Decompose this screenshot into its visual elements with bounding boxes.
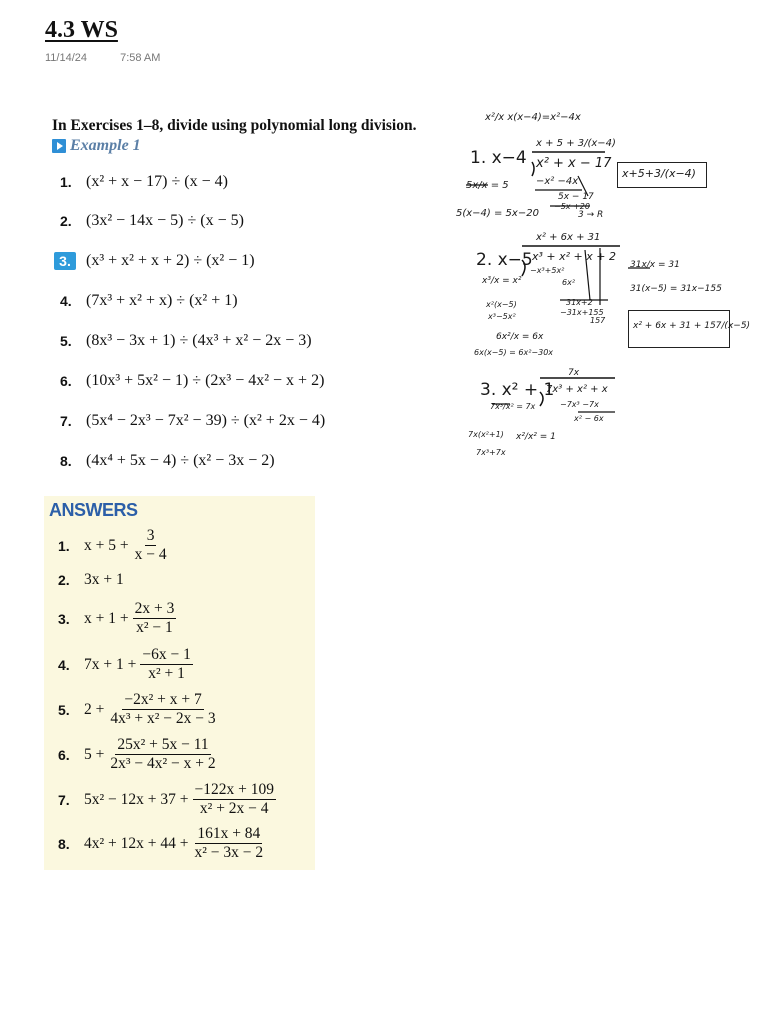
answer-number: 5. bbox=[58, 701, 70, 718]
exercise-item bbox=[60, 329, 312, 353]
note-problem-2-remainder: 157 bbox=[590, 316, 606, 325]
note-problem-1-dividend: x² + x − 17 bbox=[536, 156, 612, 171]
note-problem-2-divisor: 2. x−5 bbox=[476, 250, 533, 270]
note-problem-2-right: 31(x−5) = 31x−155 bbox=[630, 284, 722, 294]
exercise-number: 7. bbox=[60, 413, 72, 429]
note-timestamp bbox=[45, 52, 160, 64]
answer-number: 3. bbox=[58, 610, 70, 627]
note-problem-1-quotient: x + 5 + 3/(x−4) bbox=[536, 138, 616, 149]
fraction-numerator: −2x² + x + 7 bbox=[122, 692, 203, 710]
exercise-item bbox=[60, 449, 275, 473]
note-time: 7:58 AM bbox=[120, 52, 161, 64]
fraction-denominator: x² − 3x − 2 bbox=[194, 844, 264, 862]
exercise-instructions: In Exercises 1–8, divide using polynomial long division. bbox=[52, 117, 417, 134]
note-top-work: x²/x x(x−4)=x²−4x bbox=[485, 112, 581, 123]
note-problem-2-quotient: x² + 6x + 31 bbox=[536, 232, 601, 243]
note-problem-2-right: 31x/x = 31 bbox=[630, 260, 680, 270]
answer-lead: 2 + bbox=[84, 700, 105, 718]
fraction-denominator: x − 4 bbox=[134, 546, 167, 564]
answer-item bbox=[58, 528, 169, 564]
answer-lead: 3x + 1 bbox=[84, 571, 124, 588]
answer-fraction bbox=[193, 826, 266, 862]
exercise-number: 6. bbox=[60, 373, 72, 389]
exercise-number-highlighted: 3. bbox=[54, 252, 76, 270]
answer-lead: 4x² + 12x + 44 + bbox=[84, 834, 189, 852]
answers-panel bbox=[44, 496, 315, 870]
answer-number: 4. bbox=[58, 656, 70, 673]
note-problem-2-step: −31x+155 bbox=[560, 308, 604, 317]
exercise-number: 1. bbox=[60, 174, 72, 190]
note-problem-2-answer-box bbox=[628, 310, 751, 348]
note-problem-2-side: 6x(x−5) = 6x²−30x bbox=[474, 348, 554, 357]
note-problem-1-side: 5x/x = 5 bbox=[466, 180, 509, 191]
answer-fraction bbox=[133, 601, 177, 637]
exercise-expression: (5x⁴ − 2x³ − 7x² − 39) ÷ (x² + 2x − 4) bbox=[86, 412, 326, 429]
answer-lead: 5 + bbox=[84, 745, 105, 763]
note-problem-1-remainder: 3 → R bbox=[578, 210, 604, 220]
answer-number: 7. bbox=[58, 791, 70, 808]
answer-fraction bbox=[133, 528, 169, 564]
exercise-expression: (4x⁴ + 5x − 4) ÷ (x² − 3x − 2) bbox=[86, 452, 275, 469]
answer-lead: 5x² − 12x + 37 + bbox=[84, 790, 189, 808]
fraction-numerator: 25x² + 5x − 11 bbox=[115, 737, 210, 755]
exercise-item bbox=[60, 209, 244, 233]
note-problem-1-answer-box bbox=[617, 162, 707, 188]
handwritten-notes[interactable] bbox=[440, 100, 760, 480]
note-problem-2-step: 31x+2 bbox=[566, 298, 593, 307]
exercise-number: 5. bbox=[60, 333, 72, 349]
note-problem-2-side: x²(x−5) bbox=[486, 300, 517, 309]
exercise-expression: (x³ + x² + x + 2) ÷ (x² − 1) bbox=[86, 252, 255, 269]
fraction-numerator: 3 bbox=[145, 528, 157, 546]
note-problem-2-side: x³−5x² bbox=[488, 312, 516, 321]
note-problem-3-side: 7x³/x² = 7x bbox=[490, 402, 536, 411]
answer-item bbox=[58, 692, 218, 728]
fraction-denominator: x² + 1 bbox=[148, 665, 185, 683]
answer-lead: x + 1 + bbox=[84, 609, 129, 627]
note-problem-2-side: x³/x = x² bbox=[482, 276, 522, 286]
note-problem-2-step: −x³+5x² bbox=[530, 266, 565, 275]
answer-fraction bbox=[108, 692, 217, 728]
fraction-denominator: 4x³ + x² − 2x − 3 bbox=[110, 710, 216, 728]
note-problem-3-side: 7x(x²+1) bbox=[468, 430, 504, 439]
fraction-numerator: 2x + 3 bbox=[133, 601, 177, 619]
fraction-numerator: −6x − 1 bbox=[140, 647, 192, 665]
note-date: 11/14/24 bbox=[45, 52, 88, 64]
fraction-denominator: x² + 2x − 4 bbox=[199, 800, 269, 818]
exercise-item bbox=[60, 409, 325, 433]
note-problem-1-side: 5(x−4) = 5x−20 bbox=[456, 208, 539, 219]
note-problem-1-answer: x+5+3/(x−4) bbox=[622, 167, 696, 180]
answer-item bbox=[58, 571, 124, 589]
note-problem-1-divisor: 1. x−4 bbox=[470, 148, 527, 168]
exercise-item bbox=[60, 369, 324, 393]
answers-title: ANSWERS bbox=[49, 500, 138, 520]
exercise-item bbox=[60, 170, 228, 194]
exercise-expression: (10x³ + 5x² − 1) ÷ (2x³ − 4x² − x + 2) bbox=[86, 372, 325, 389]
answer-number: 8. bbox=[58, 835, 70, 852]
note-problem-3-dividend: 7x³ + x² + x bbox=[546, 384, 608, 395]
exercise-expression: (x² + x − 17) ÷ (x − 4) bbox=[86, 173, 228, 190]
answer-number: 1. bbox=[58, 537, 70, 554]
note-problem-2-dividend: x³ + x² + x + 2 bbox=[532, 250, 616, 263]
exercise-item bbox=[60, 249, 255, 273]
exercise-expression: (3x² − 14x − 5) ÷ (x − 5) bbox=[86, 212, 244, 229]
exercise-number: 8. bbox=[60, 453, 72, 469]
note-problem-1-step: −x² −4x bbox=[536, 176, 579, 187]
note-problem-3-side: x²/x² = 1 bbox=[516, 432, 556, 442]
answer-lead: x + 5 + bbox=[84, 536, 129, 554]
note-problem-1-step: 5x − 17 bbox=[558, 192, 594, 202]
fraction-numerator: −122x + 109 bbox=[193, 782, 276, 800]
note-problem-3-divisor: 3. x² + 1 bbox=[480, 380, 555, 400]
page-title: 4.3 WS bbox=[45, 17, 118, 43]
play-icon bbox=[52, 139, 66, 153]
example-link[interactable] bbox=[52, 137, 141, 155]
answer-item bbox=[58, 826, 265, 862]
example-link-label: Example 1 bbox=[70, 137, 141, 154]
answer-number: 6. bbox=[58, 746, 70, 763]
fraction-denominator: x² − 1 bbox=[136, 619, 173, 637]
note-problem-3-step: −7x³ −7x bbox=[560, 400, 599, 409]
note-problem-3-side: 7x³+7x bbox=[476, 448, 506, 457]
note-problem-2-answer: x² + 6x + 31 + 157/(x−5) bbox=[633, 321, 751, 331]
answer-fraction bbox=[140, 647, 192, 683]
note-problem-2-side: 6x²/x = 6x bbox=[496, 332, 544, 342]
exercise-expression: (8x³ − 3x + 1) ÷ (4x³ + x² − 2x − 3) bbox=[86, 332, 312, 349]
note-problem-3-quotient: 7x bbox=[568, 368, 580, 378]
answer-item bbox=[58, 601, 176, 637]
exercise-number: 4. bbox=[60, 293, 72, 309]
exercise-item bbox=[60, 289, 238, 313]
answer-item bbox=[58, 647, 193, 683]
exercise-expression: (7x³ + x² + x) ÷ (x² + 1) bbox=[86, 292, 238, 309]
fraction-denominator: 2x³ − 4x² − x + 2 bbox=[110, 755, 216, 773]
answer-item bbox=[58, 782, 276, 818]
answer-fraction bbox=[193, 782, 276, 818]
exercise-number: 2. bbox=[60, 213, 72, 229]
answer-lead: 7x + 1 + bbox=[84, 655, 137, 673]
note-problem-1-step: −5x +20 bbox=[554, 202, 590, 211]
answer-fraction bbox=[108, 737, 217, 773]
answer-item bbox=[58, 737, 218, 773]
note-problem-3-step: x² − 6x bbox=[574, 414, 604, 423]
note-problem-2-step: 6x² bbox=[562, 278, 576, 287]
fraction-numerator: 161x + 84 bbox=[195, 826, 262, 844]
answer-number: 2. bbox=[58, 572, 70, 588]
